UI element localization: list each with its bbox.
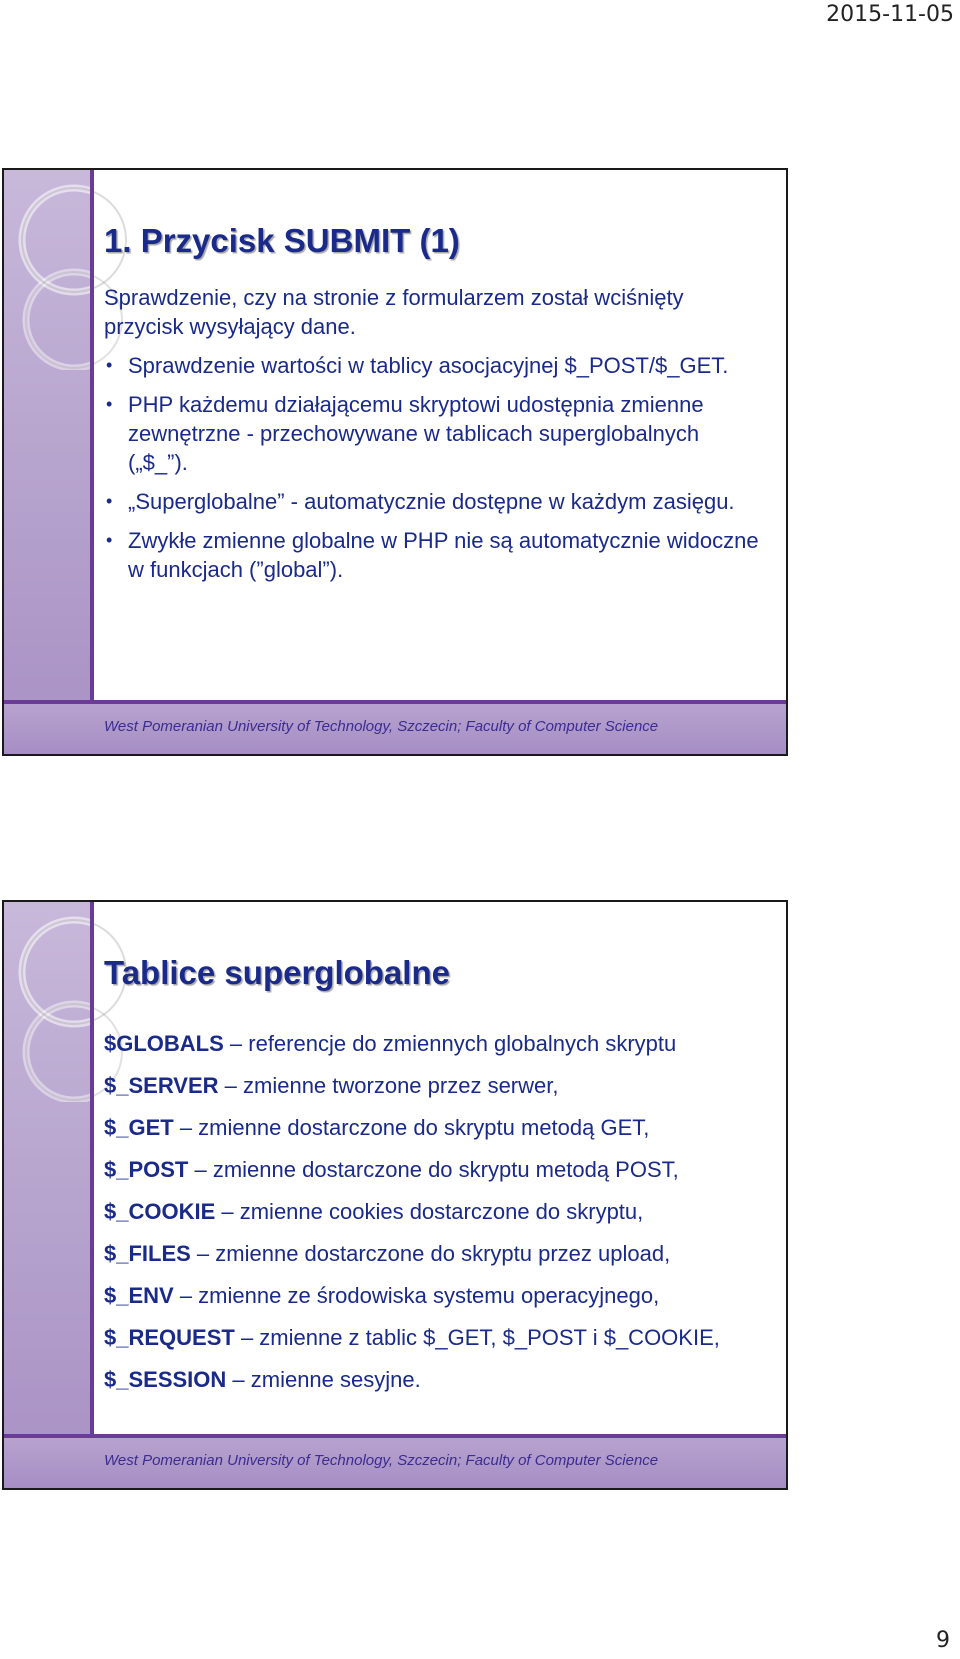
- superglobal-desc: – zmienne tworzone przez serwer,: [218, 1073, 559, 1098]
- bullet-list: [104, 351, 762, 584]
- superglobal-desc: – zmienne cookies dostarczone do skryptu,: [215, 1199, 644, 1224]
- superglobal-name: $_GET: [104, 1115, 174, 1140]
- slide-title: 1. Przycisk SUBMIT (1): [104, 222, 460, 259]
- superglobal-name: $GLOBALS: [104, 1031, 224, 1056]
- superglobal-name: $_COOKIE: [104, 1199, 216, 1224]
- superglobal-name: $_FILES: [104, 1241, 191, 1266]
- superglobals-list: [104, 1029, 762, 1394]
- slide-body: [104, 1029, 762, 1407]
- slide-submit-button: [2, 168, 788, 756]
- slide-title: Tablice superglobalne: [104, 954, 450, 991]
- superglobal-desc: – zmienne ze środowiska systemu operacyjnego,: [173, 1283, 660, 1308]
- footer-text: West Pomeranian University of Technology, Szczecin; Faculty of Computer Science: [104, 1452, 659, 1469]
- slide-side-line: [90, 170, 94, 754]
- list-item: [104, 1197, 762, 1226]
- bullet-item: • Zwykłe zmienne globalne w PHP nie są automatycznie widoczne w funkcjach (”global”).: [104, 526, 762, 584]
- slide-side-line: [90, 902, 94, 1488]
- superglobal-desc: – zmienne dostarczone do skryptu przez upload,: [190, 1241, 671, 1266]
- superglobal-name: $_ENV: [104, 1283, 174, 1308]
- page-number: 9: [936, 1628, 950, 1653]
- list-item: [104, 1029, 762, 1058]
- superglobal-name: $_REQUEST: [104, 1325, 235, 1350]
- list-item: [104, 1323, 762, 1352]
- bullet-item: • PHP każdemu działającemu skryptowi udostępnia zmienne zewnętrzne - przechowywane w tablicach superglobalnych („$_”).: [104, 390, 762, 477]
- superglobal-desc: – zmienne sesyjne.: [226, 1367, 421, 1392]
- slide-superglobals: [2, 900, 788, 1490]
- list-item: [104, 1281, 762, 1310]
- slide-footer: [4, 700, 786, 754]
- footer-text: West Pomeranian University of Technology, Szczecin; Faculty of Computer Science: [104, 718, 659, 735]
- superglobal-name: $_POST: [104, 1157, 189, 1182]
- list-item: [104, 1239, 762, 1268]
- footer-divider: [4, 700, 786, 704]
- slide-body: [104, 283, 762, 594]
- bullet-item: • Sprawdzenie wartości w tablicy asocjacyjnej $_POST/$_GET.: [104, 351, 762, 380]
- list-item: [104, 1365, 762, 1394]
- superglobal-desc: – referencje do zmiennych globalnych skryptu: [223, 1031, 677, 1056]
- slide-footer: [4, 1434, 786, 1488]
- superglobal-name: $_SESSION: [104, 1367, 227, 1392]
- intro-text: Sprawdzenie, czy na stronie z formularzem został wciśnięty przycisk wysyłający dane.: [104, 285, 684, 339]
- page-date: 2015-11-05: [826, 2, 954, 27]
- footer-divider: [4, 1434, 786, 1438]
- list-item: [104, 1071, 762, 1100]
- superglobal-desc: – zmienne z tablic $_GET, $_POST i $_COOKIE,: [234, 1325, 720, 1350]
- superglobal-desc: – zmienne dostarczone do skryptu metodą GET,: [173, 1115, 650, 1140]
- superglobal-desc: – zmienne dostarczone do skryptu metodą POST,: [188, 1157, 679, 1182]
- bullet-item: • „Superglobalne” - automatycznie dostępne w każdym zasięgu.: [104, 487, 762, 516]
- list-item: [104, 1155, 762, 1184]
- list-item: [104, 1113, 762, 1142]
- superglobal-name: $_SERVER: [104, 1073, 219, 1098]
